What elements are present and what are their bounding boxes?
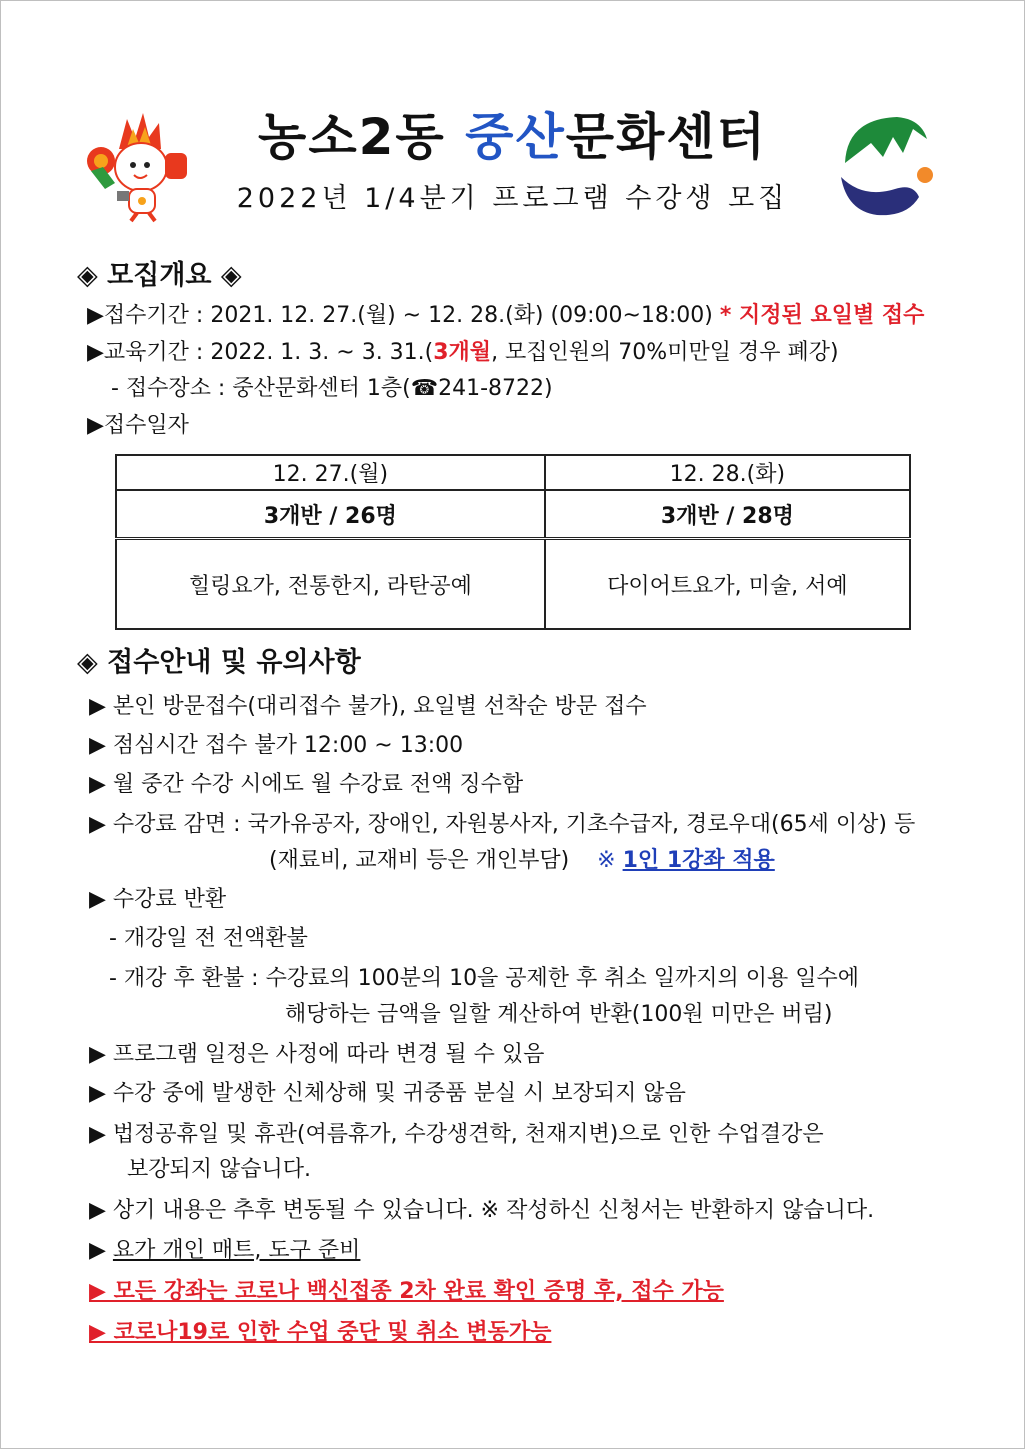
discount-rule: 1인 1강좌 적용 — [622, 848, 775, 873]
classes-cell: 힐링요가, 전통한지, 라탄공예 — [116, 539, 545, 630]
overview-title: ◈ 모집개요 ◈ — [77, 260, 242, 291]
phone-icon: ☎ — [410, 376, 439, 401]
page-title — [1, 101, 1024, 173]
covid-vaccine-note: ▶ 모든 강좌는 코로나 백신접종 2차 완료 확인 증명 후, 접수 가능 — [89, 1279, 724, 1304]
classes-cell: 다이어트요가, 미술, 서예 — [545, 539, 910, 630]
edu-rest: , 모집인원의 70%미만일 경우 폐강) — [491, 340, 839, 365]
schedule-change: ▶ 프로그램 일정은 사정에 따라 변경 될 수 있음 — [89, 1042, 545, 1067]
table-row — [116, 490, 910, 539]
covid-change-note: ▶ 코로나19로 인한 수업 중단 및 취소 변동가능 — [89, 1320, 552, 1345]
title-highlight: 중산 — [465, 108, 566, 166]
refund-after: - 개강 후 환불 : 수강료의 100분의 10을 공제한 후 취소 일까지의 이용 일수에 — [109, 966, 860, 991]
table-row — [116, 539, 910, 630]
date-cell: 12. 27.(월) — [116, 455, 545, 490]
page-subtitle: 2022년 1/4분기 프로그램 수강생 모집 — [236, 183, 789, 214]
refund-title: ▶ 수강료 반환 — [89, 887, 227, 912]
title-part3: 문화센터 — [565, 108, 767, 166]
notice-title: ◈ 접수안내 및 유의사항 — [77, 647, 361, 678]
edu-value: 2022. 1. 3. ~ 3. 31.( — [210, 340, 434, 365]
injury-note: ▶ 수강 중에 발생한 신체상해 및 귀중품 분실 시 보장되지 않음 — [89, 1081, 686, 1106]
holiday-note-cont: 보강되지 않습니다. — [127, 1157, 312, 1182]
schedule-table — [115, 454, 911, 630]
refund-before: - 개강일 전 전액환불 — [109, 926, 308, 951]
edu-line — [87, 337, 839, 369]
table-row — [116, 455, 910, 490]
dates-label: ▶접수일자 — [87, 413, 189, 438]
period-label: ▶접수기간 : — [87, 303, 211, 328]
period-line — [87, 300, 924, 332]
period-note: * 지정된 요일별 접수 — [719, 303, 925, 328]
date-cell: 12. 28.(화) — [545, 455, 910, 490]
edu-label: ▶교육기간 : — [87, 340, 211, 365]
yoga-note: 요가 개인 매트, 도구 준비 — [112, 1238, 361, 1263]
notice-item: ▶ 점심시간 접수 불가 12:00 ~ 13:00 — [89, 733, 464, 758]
notice-item: ▶ 본인 방문접수(대리접수 불가), 요일별 선착순 방문 접수 — [89, 694, 647, 719]
refund-after-cont: 해당하는 금액을 일할 계산하여 반환(100원 미만은 버림) — [285, 1002, 833, 1027]
count-cell: 3개반 / 26명 — [116, 490, 545, 539]
place-label: - 접수장소 : 중산문화센터 1층( — [111, 376, 411, 401]
discount-mark: ※ — [597, 848, 623, 873]
yoga-line — [89, 1235, 360, 1267]
notice-item: ▶ 수강료 감면 : 국가유공자, 장애인, 자원봉사자, 기초수급자, 경로우대(65세 이상) 등 — [89, 812, 916, 837]
change-note: ▶ 상기 내용은 추후 변동될 수 있습니다. ※ 작성하신 신청서는 반환하지 않습니다. — [89, 1198, 875, 1223]
edu-months: 3개월 — [433, 340, 492, 365]
notice-item: ▶ 월 중간 수강 시에도 월 수강료 전액 징수함 — [89, 772, 524, 797]
title-part1: 농소2동 — [258, 108, 466, 166]
discount-sub-line — [269, 845, 775, 877]
yoga-mark: ▶ — [89, 1238, 113, 1263]
place-phone: 241-8722) — [438, 376, 553, 401]
period-value: 2021. 12. 27.(월) ~ 12. 28.(화) (09:00~18:00) — [210, 303, 720, 328]
holiday-note: ▶ 법정공휴일 및 휴관(여름휴가, 수강생견학, 천재지변)으로 인한 수업결강은 — [89, 1122, 824, 1147]
page-header — [1, 101, 1024, 217]
count-cell: 3개반 / 28명 — [545, 490, 910, 539]
place-line — [111, 373, 553, 405]
discount-sub: (재료비, 교재비 등은 개인부담) — [269, 848, 570, 873]
